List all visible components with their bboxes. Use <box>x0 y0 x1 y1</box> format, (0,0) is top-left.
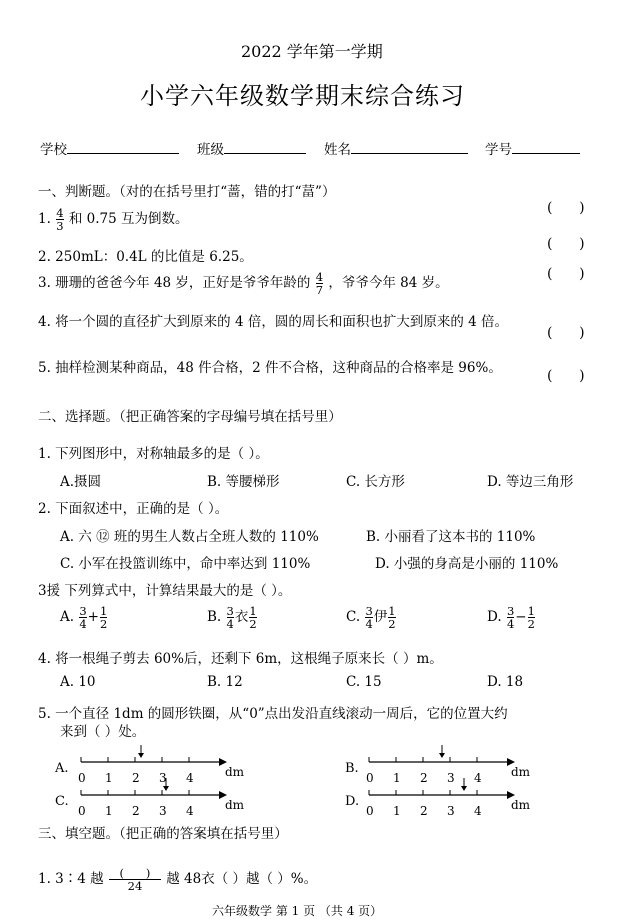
s2-question-1: 1. 下列图形中，对称轴最多的是（ ）。 <box>38 446 269 462</box>
svg-text:dm: dm <box>225 798 245 812</box>
svg-text:0: 0 <box>366 804 374 818</box>
class-label: 班级 <box>197 138 306 158</box>
section2-heading: 二、选择题。（把正确答案的字母编号填在括号里） <box>38 409 342 425</box>
s2-q2-option-a[interactable]: A. 六 ⑫ 班的男生人数占全班人数的 110% <box>60 529 319 545</box>
s2-question-4: 4. 将一根绳子剪去 60%后，还剩下 6m，这根绳子原来长（ ）m。 <box>38 651 443 667</box>
number-label: 学号 <box>485 138 580 158</box>
svg-text:0: 0 <box>366 771 374 785</box>
s2-q2-option-c[interactable]: C. 小军在投篮训练中，命中率达到 110% <box>60 556 311 572</box>
s1-answer-4[interactable]: ( ) <box>547 325 585 341</box>
svg-text:1: 1 <box>393 771 401 785</box>
s2-q3-option-c[interactable]: C. $\frac{3}{4}$ 伊 $\frac{1}{2}$ <box>346 604 396 631</box>
s2-q4-option-b[interactable]: B. 12 <box>207 674 243 690</box>
s1-answer-5[interactable]: ( ) <box>547 368 585 384</box>
s3-question-1: 1. 3∶4 越 $\frac{( )}{24}$ 越 48衣（ ）越（ ）%。 <box>38 866 318 893</box>
school-label: 学校 <box>40 138 179 158</box>
number-line-a-ticks <box>81 757 189 762</box>
number-line-d[interactable] <box>345 775 545 821</box>
number-line-c-label: C. <box>55 794 69 809</box>
s2-q4-option-a[interactable]: A. 10 <box>60 674 96 690</box>
s2-q1-option-d[interactable]: D. 等边三角形 <box>487 474 574 490</box>
number-line-c[interactable] <box>55 775 255 821</box>
number-line-d-label: D. <box>345 794 360 809</box>
svg-text:4: 4 <box>186 804 194 818</box>
number-line-a-label: A. <box>55 761 69 776</box>
s1-answer-2[interactable]: ( ) <box>547 236 585 252</box>
svg-text:4: 4 <box>474 804 482 818</box>
s2-q2-option-d[interactable]: D. 小强的身高是小丽的 110% <box>375 556 559 572</box>
svg-text:1: 1 <box>105 804 113 818</box>
svg-text:3: 3 <box>159 804 167 818</box>
s1-answer-3[interactable]: ( ) <box>547 266 585 282</box>
s1-question-5: 5. 抽样检测某种商品，48 件合格，2 件不合格，这种商品的合格率是 96%。 <box>38 360 502 376</box>
term-label: 2022 学年第一学期 <box>241 42 383 61</box>
s1-question-2: 2. 250mL：0.4L 的比值是 6.25。 <box>38 249 253 265</box>
s2-q2-option-b[interactable]: B. 小丽看了这本书的 110% <box>366 529 536 545</box>
svg-text:3: 3 <box>447 804 455 818</box>
svg-text:2: 2 <box>420 771 428 785</box>
svg-text:2: 2 <box>132 804 140 818</box>
s1-question-3: 3. 珊珊的爸爸今年 48 岁，正好是爷爷年龄的 $\frac{4}{7}$ ，爷爷今年 84 岁。 <box>38 270 449 297</box>
svg-text:dm: dm <box>225 765 245 779</box>
s2-q1-option-b[interactable]: B. 等腰梯形 <box>207 474 280 490</box>
svg-text:2: 2 <box>420 804 428 818</box>
svg-text:4: 4 <box>474 771 482 785</box>
name-label: 姓名 <box>324 138 468 158</box>
svg-text:3: 3 <box>159 771 167 785</box>
svg-text:0: 0 <box>78 804 86 818</box>
section3-heading: 三、填空题。（把正确的答案填在括号里） <box>38 826 288 842</box>
svg-text:2: 2 <box>132 771 140 785</box>
s2-question-5-line1: 5. 一个直径 1dm 的圆形铁圈，从“0”点出发沿直线滚动一周后，它的位置大约 <box>38 706 508 722</box>
s2-q4-option-c[interactable]: C. 15 <box>346 674 382 690</box>
svg-text:0: 0 <box>78 771 86 785</box>
s2-q3-option-a[interactable]: A. $\frac{3}{4}$ + $\frac{1}{2}$ <box>60 604 108 631</box>
section1-heading: 一、判断题。（对的在括号里打“蔷，错的打“葍”） <box>38 184 336 200</box>
page-footer: 六年级数学 第 1 页 （共 4 页） <box>212 904 383 918</box>
svg-text:3: 3 <box>447 771 455 785</box>
s2-q1-option-a[interactable]: A.摄圆 <box>60 474 102 490</box>
s2-q4-option-d[interactable]: D. 18 <box>487 674 524 690</box>
number-line-b-label: B. <box>345 761 359 776</box>
s1-answer-1[interactable]: ( ) <box>547 200 585 216</box>
s1-question-4: 4. 将一个圆的直径扩大到原来的 4 倍，圆的周长和面积也扩大到原来的 4 倍。 <box>38 314 509 330</box>
svg-text:4: 4 <box>186 771 194 785</box>
s1-question-1: 1. $\frac{4}{3}$ 和 0.75 互为倒数。 <box>38 206 189 233</box>
s2-question-3: 3援 下列算式中，计算结果最大的是（ ）。 <box>38 583 292 599</box>
s2-q3-option-b[interactable]: B. $\frac{3}{4}$ 衣 $\frac{1}{2}$ <box>207 604 257 631</box>
s2-question-2: 2. 下面叙述中，正确的是（ ）。 <box>38 501 229 517</box>
s2-question-5-line2: 来到（ ）处。 <box>60 724 146 740</box>
svg-text:1: 1 <box>393 804 401 818</box>
svg-text:1: 1 <box>105 771 113 785</box>
s2-q1-option-c[interactable]: C. 长方形 <box>346 474 405 490</box>
page-title: 小学六年级数学期末综合练习 <box>140 82 465 110</box>
svg-text:dm: dm <box>511 798 531 812</box>
s2-q3-option-d[interactable]: D. $\frac{3}{4}$ − $\frac{1}{2}$ <box>487 604 535 631</box>
svg-text:dm: dm <box>511 765 531 779</box>
